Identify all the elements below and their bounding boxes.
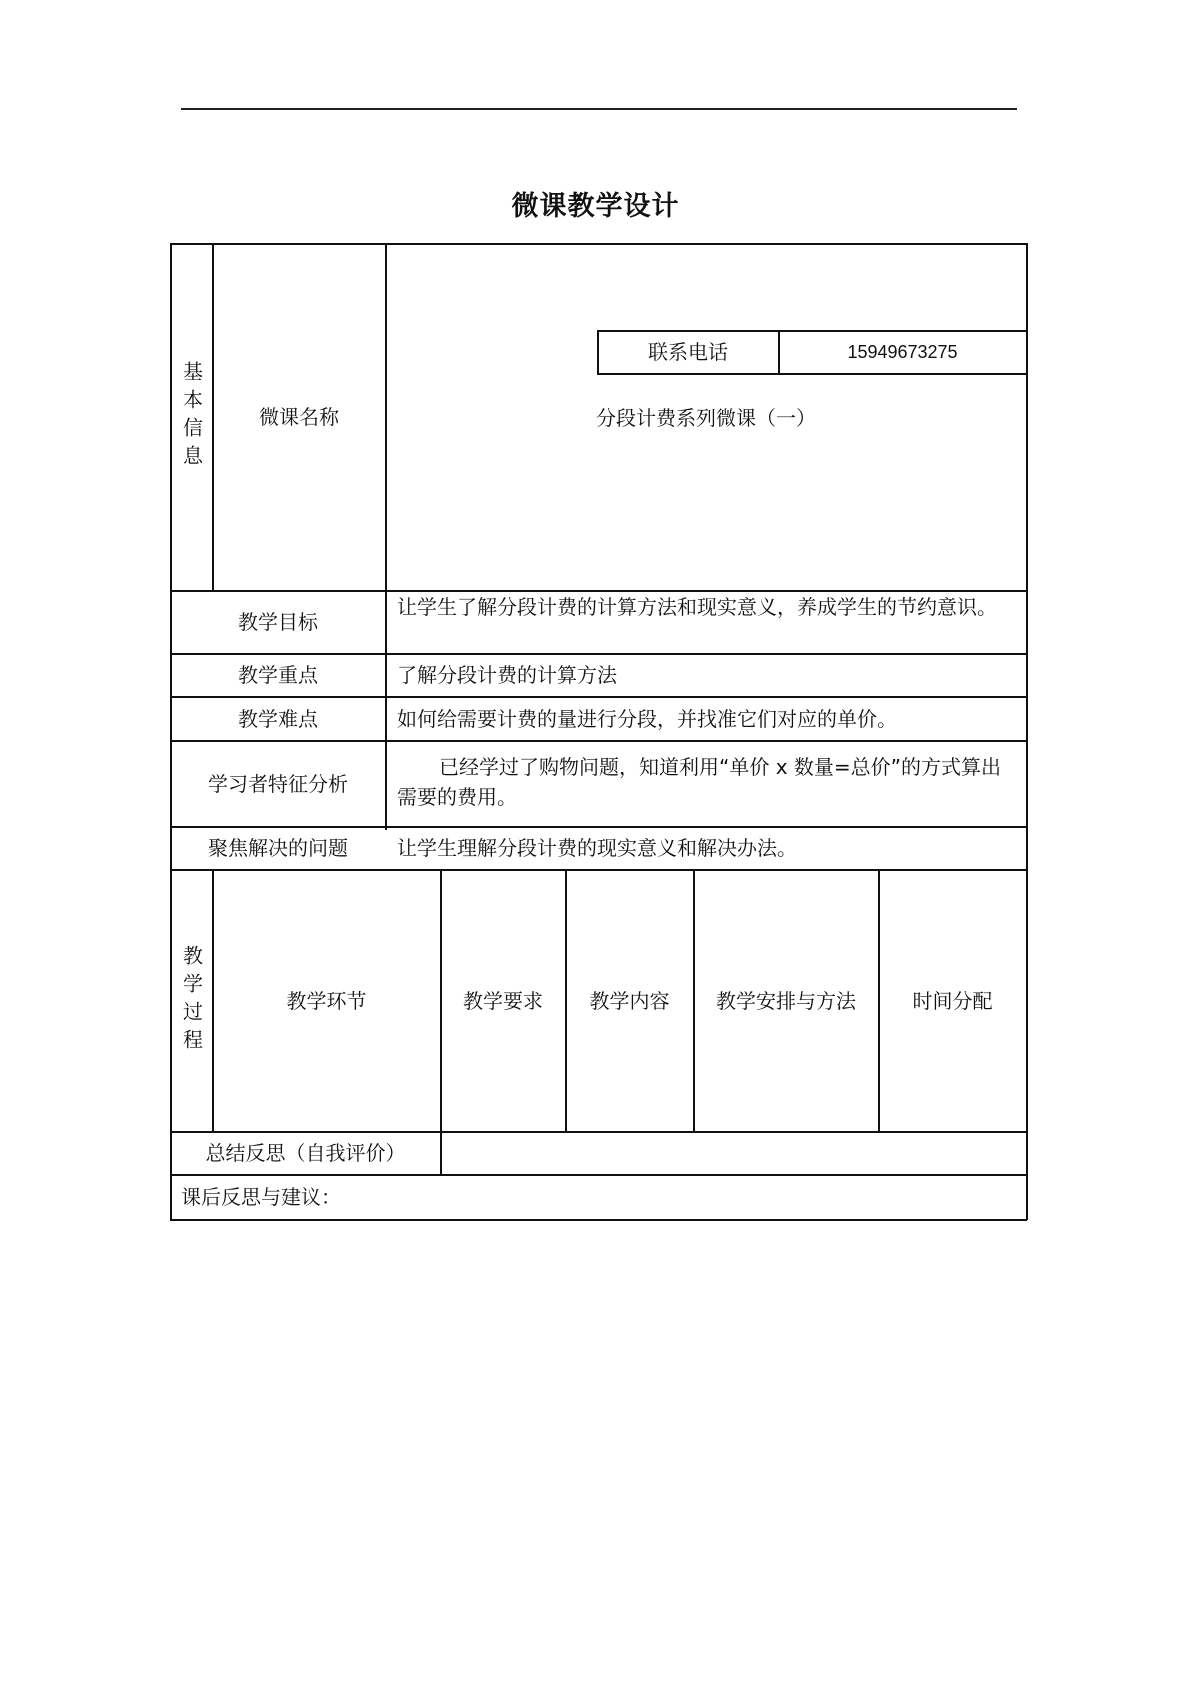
summary-label: 总结反思（自我评价） <box>205 1141 406 1165</box>
process-col-header: 教学内容 <box>589 988 670 1013</box>
contact-value: 15949673275 <box>847 342 958 362</box>
page-title: 微课教学设计 <box>511 191 680 222</box>
objective-value: 让学生了解分段计费的计算方法和现实意义，养成学生的节约意识。 <box>397 595 997 619</box>
key-point-value: 了解分段计费的计算方法 <box>397 663 617 687</box>
process-col-header: 教学要求 <box>463 988 543 1013</box>
table-right-border <box>1026 243 1028 1220</box>
difficulty-label: 教学难点 <box>238 706 318 731</box>
process-col-header: 教学安排与方法 <box>716 988 856 1013</box>
key-point-label: 教学重点 <box>238 663 318 687</box>
col-divider <box>385 243 387 830</box>
course-name-value: 分段计费系列微课（一） <box>596 406 816 430</box>
after-class-label: 课后反思与建议： <box>181 1185 341 1209</box>
contact-label: 联系电话 <box>648 340 728 364</box>
process-section-label <box>171 870 212 1131</box>
focus-label: 聚焦解决的问题 <box>208 836 348 860</box>
learner-label: 学习者特征分析 <box>208 771 348 796</box>
course-name-label: 微课名称 <box>259 405 339 429</box>
difficulty-value: 如何给需要计费的量进行分段，并找准它们对应的单价。 <box>397 706 897 731</box>
process-label-text: 教学过程 <box>179 944 204 1057</box>
basic-info-section-label <box>171 244 212 590</box>
process-col-header: 时间分配 <box>912 988 993 1013</box>
basic-info-label-text: 基本信息 <box>179 361 204 473</box>
learner-value: 已经学过了购物问题，知道利用“单价 x 数量=总价”的方式算出需要的费用。 <box>397 755 1002 809</box>
process-col-header: 教学环节 <box>286 988 367 1013</box>
table-bottom-border <box>170 1219 1027 1221</box>
header-rule <box>181 108 1017 110</box>
focus-value: 让学生理解分段计费的现实意义和解决办法。 <box>397 836 797 860</box>
contact-box-bottom <box>597 373 1027 375</box>
objective-label: 教学目标 <box>238 610 318 634</box>
